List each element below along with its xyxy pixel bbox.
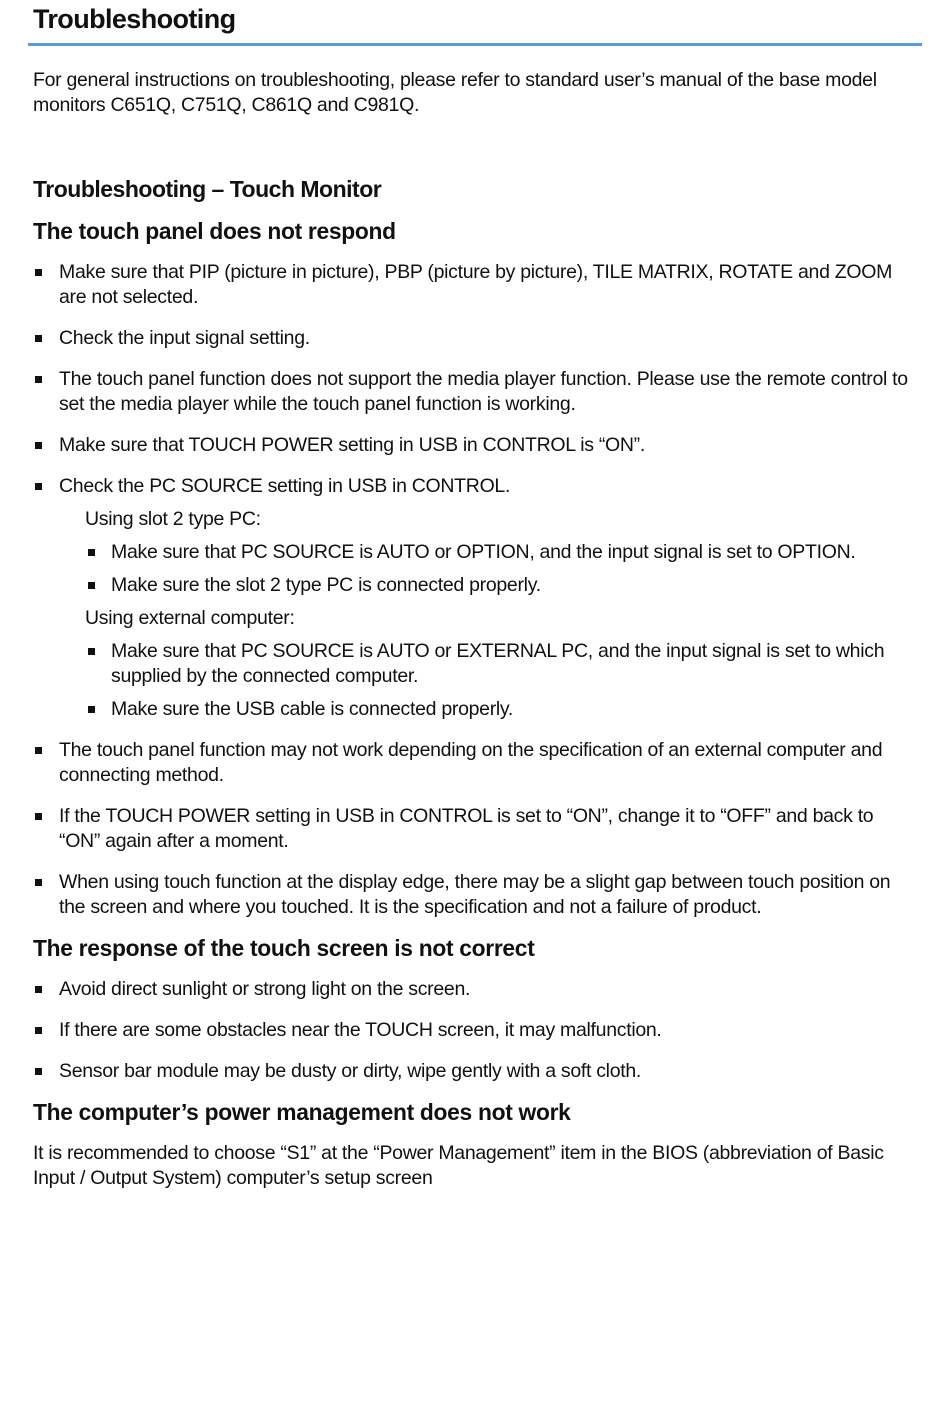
list-item xyxy=(33,1018,913,1043)
sub-list-item-text: Make sure that PC SOURCE is AUTO or OPTION, and the input signal is set to OPTION. xyxy=(111,541,856,563)
list-item-text: Avoid direct sunlight or strong light on the screen. xyxy=(59,978,471,1000)
list-item xyxy=(33,367,913,417)
list-item-text: The touch panel function may not work depending on the specification of an external computer and connecting method. xyxy=(59,739,883,786)
list-item-text: If there are some obstacles near the TOUCH screen, it may malfunction. xyxy=(59,1019,662,1041)
sub-list-item xyxy=(85,697,913,722)
square-bullet-icon xyxy=(88,648,95,655)
square-bullet-icon xyxy=(35,483,42,490)
list-item xyxy=(33,804,913,854)
list-item-text: The touch panel function does not support the media player function. Please use the remote control to set the media player while the touch panel function is working. xyxy=(59,368,908,415)
square-bullet-icon xyxy=(88,582,95,589)
square-bullet-icon xyxy=(35,1068,42,1075)
square-bullet-icon xyxy=(35,335,42,342)
section-title: Troubleshooting – Touch Monitor xyxy=(33,176,382,202)
list-item-text: If the TOUCH POWER setting in USB in CONTROL is set to “ON”, change it to “OFF” and back to “ON” again after a moment. xyxy=(59,805,874,852)
square-bullet-icon xyxy=(35,879,42,886)
list-item xyxy=(33,474,913,722)
list-item-text: Make sure that PIP (picture in picture), PBP (picture by picture), TILE MATRIX, ROTATE and ZOOM are not selected. xyxy=(59,261,893,308)
list-item-text: Make sure that TOUCH POWER setting in USB in CONTROL is “ON”. xyxy=(59,434,645,456)
subsection-heading-power-management: The computer’s power management does not work xyxy=(33,1099,571,1125)
sub-list-item-text: Make sure the USB cable is connected properly. xyxy=(111,698,514,720)
page-title: Troubleshooting xyxy=(33,4,236,34)
square-bullet-icon xyxy=(35,813,42,820)
sub-label-slot-pc: Using slot 2 type PC: xyxy=(85,508,261,530)
sub-list-item xyxy=(85,639,913,689)
square-bullet-icon xyxy=(88,706,95,713)
sub-list-item-text: Make sure the slot 2 type PC is connected properly. xyxy=(111,574,541,596)
list-item-text: Check the input signal setting. xyxy=(59,327,310,349)
square-bullet-icon xyxy=(88,549,95,556)
list-item-text: When using touch function at the display edge, there may be a slight gap between touch position on the screen and where you touched. It is the specification and not a failure of product. xyxy=(59,871,891,918)
bullet-list-response-incorrect xyxy=(33,977,913,1084)
intro-paragraph: For general instructions on troubleshooting, please refer to standard user’s manual of the base model monitors C651Q, C751Q, C861Q and C981Q. xyxy=(33,69,877,116)
title-divider xyxy=(28,43,922,46)
list-item xyxy=(33,1059,913,1084)
list-item-text: Sensor bar module may be dusty or dirty, wipe gently with a soft cloth. xyxy=(59,1060,642,1082)
list-item xyxy=(33,738,913,788)
sub-list-item xyxy=(85,573,913,598)
list-item-text: Check the PC SOURCE setting in USB in CONTROL. xyxy=(59,475,511,497)
document-body xyxy=(33,68,913,1191)
bullet-list-no-response xyxy=(33,260,913,920)
sub-bullet-list-slot-pc xyxy=(85,540,913,598)
square-bullet-icon xyxy=(35,1027,42,1034)
sub-list-item xyxy=(85,540,913,565)
list-item xyxy=(33,326,913,351)
sub-label-external-pc: Using external computer: xyxy=(85,607,295,629)
subsection-heading-no-response: The touch panel does not respond xyxy=(33,218,396,244)
list-item xyxy=(33,260,913,310)
square-bullet-icon xyxy=(35,376,42,383)
sub-list-item-text: Make sure that PC SOURCE is AUTO or EXTERNAL PC, and the input signal is set to which supplied by the connected computer. xyxy=(111,640,885,687)
list-item xyxy=(33,977,913,1002)
square-bullet-icon xyxy=(35,442,42,449)
square-bullet-icon xyxy=(35,747,42,754)
pc-source-subgroup xyxy=(85,507,913,722)
square-bullet-icon xyxy=(35,269,42,276)
list-item xyxy=(33,433,913,458)
power-management-paragraph: It is recommended to choose “S1” at the “Power Management” item in the BIOS (abbreviation of Basic Input / Output System) computer’s setup screen xyxy=(33,1142,884,1189)
list-item xyxy=(33,870,913,920)
square-bullet-icon xyxy=(35,986,42,993)
sub-bullet-list-external-pc xyxy=(85,639,913,722)
subsection-heading-response-incorrect: The response of the touch screen is not correct xyxy=(33,935,535,961)
